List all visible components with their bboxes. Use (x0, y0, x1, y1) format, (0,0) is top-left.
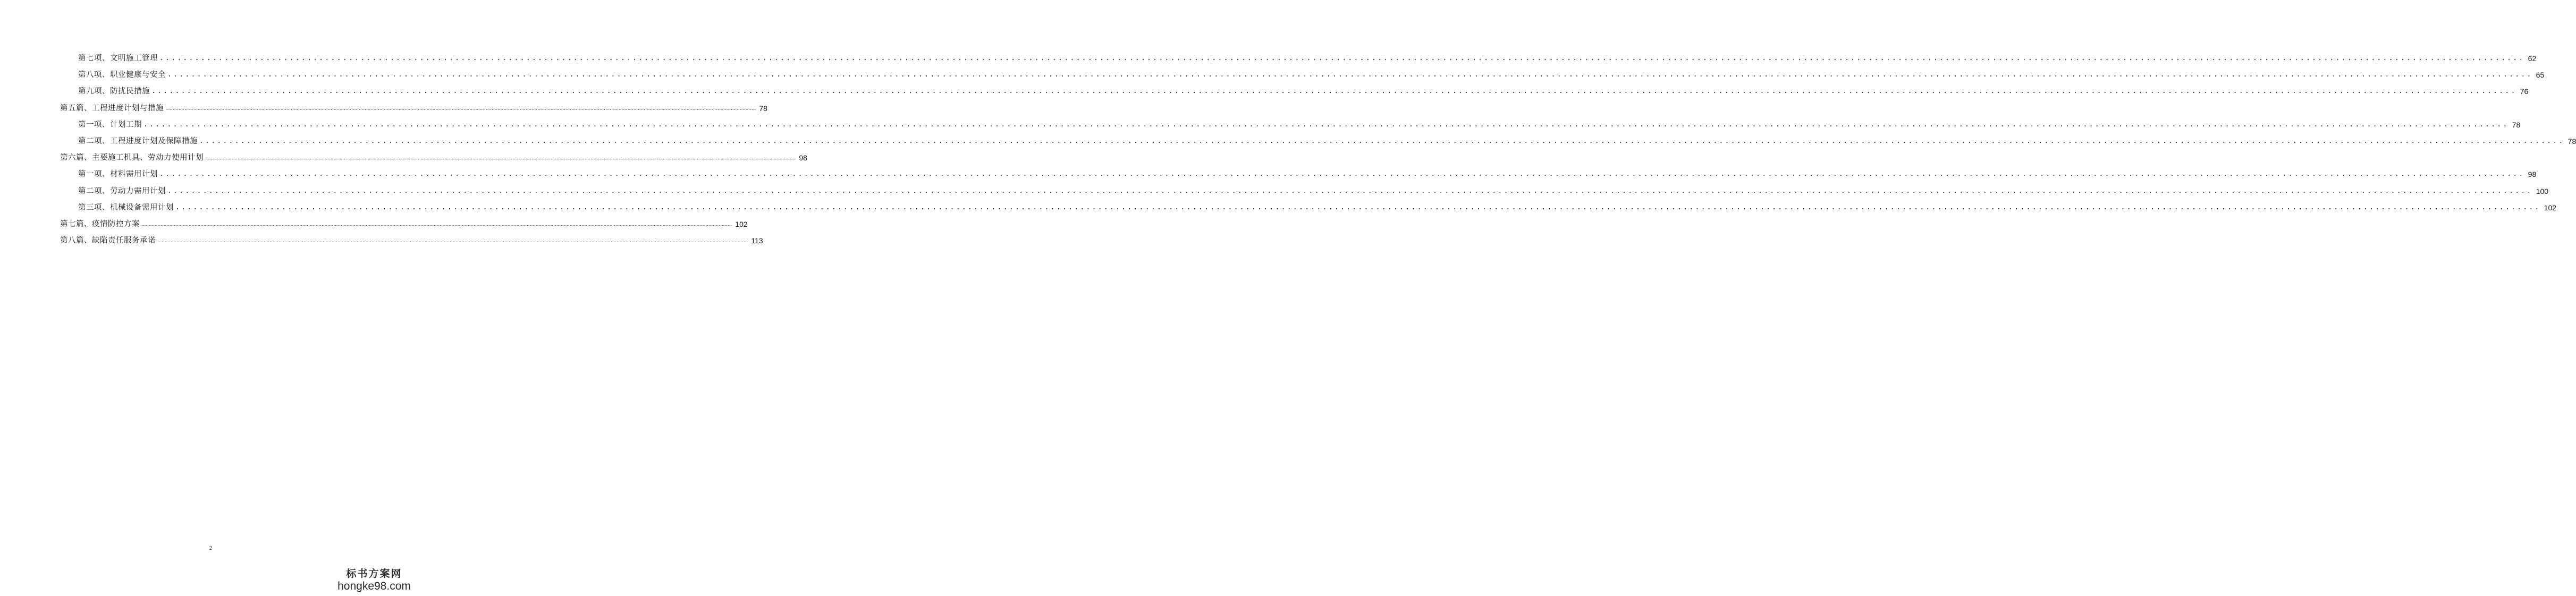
toc-entry-page: 102 (735, 220, 748, 228)
watermark-chinese: 标书方案网 (346, 568, 402, 580)
toc-entry-title: 第二项、劳动力需用计划 (78, 187, 166, 195)
toc-entry-title: 第一项、计划工期 (78, 121, 142, 129)
toc-entry[interactable] (78, 201, 2557, 214)
toc-entry[interactable] (60, 218, 748, 231)
toc-entry[interactable] (60, 151, 807, 164)
toc-entry-page: 78 (759, 104, 767, 113)
toc-entry[interactable] (60, 234, 763, 247)
toc-entry-title: 第六篇、主要施工机具、劳动力使用计划 (60, 154, 204, 162)
toc-entry[interactable] (78, 168, 2537, 181)
toc-entry-title: 第二项、工程进度计划及保障措施 (78, 137, 198, 146)
toc-entry-title: 第七篇、疫情防控方案 (60, 220, 140, 228)
watermark-url: hongke98.com (337, 580, 411, 592)
watermark-logo (334, 567, 414, 593)
toc-entry-title: 第八篇、缺陷责任服务承诺 (60, 236, 156, 245)
toc-dot-leader: ................................................................................................................................................................................................................................................................................................................................................................................................................ (199, 137, 2565, 145)
page-number: 2 (209, 545, 213, 551)
toc-dot-leader: ................................................................................................................................................................................................................................................................................................................................................................................................................ (175, 203, 2541, 211)
toc-dot-leader: ................................................................................................................................................................................................................................................................................................................................................................................................................ (151, 87, 2517, 95)
toc-entry-page: 100 (2536, 187, 2549, 195)
toc-entry-page: 76 (2520, 87, 2529, 96)
toc-entry[interactable] (60, 102, 767, 115)
toc-dot-leader: ................................................................................................................................................................................................................................................................................................................................................................................................................ (205, 155, 796, 161)
toc-entry[interactable] (78, 118, 2521, 131)
toc-entry-page: 78 (2567, 137, 2576, 146)
toc-dot-leader: ................................................................................................................................................................................................................................................................................................................................................................................................................ (167, 187, 2533, 195)
toc-entry[interactable] (78, 135, 2576, 148)
toc-entry[interactable] (78, 85, 2529, 98)
toc-entry-page: 62 (2528, 54, 2537, 63)
toc-entry-title: 第七项、文明施工管理 (78, 54, 158, 63)
toc-entry-title: 第五篇、工程进度计划与措施 (60, 104, 164, 113)
toc-dot-leader: ................................................................................................................................................................................................................................................................................................................................................................................................................ (165, 106, 756, 112)
toc-entry[interactable] (78, 185, 2549, 198)
toc-entry-page: 102 (2544, 203, 2557, 212)
toc-entry-page: 98 (2528, 170, 2537, 178)
toc-entry-title: 第八项、职业健康与安全 (78, 71, 166, 79)
toc-dot-leader: ................................................................................................................................................................................................................................................................................................................................................................................................................ (141, 222, 732, 227)
toc-entry-page: 98 (799, 154, 807, 162)
toc-entry-title: 第三项、机械设备需用计划 (78, 203, 174, 212)
toc-dot-leader: ................................................................................................................................................................................................................................................................................................................................................................................................................ (159, 54, 2525, 62)
toc-entry-page: 78 (2512, 121, 2521, 129)
toc-entry-title: 第一项、材料需用计划 (78, 170, 158, 178)
toc-dot-leader: ................................................................................................................................................................................................................................................................................................................................................................................................................ (143, 121, 2509, 129)
toc-dot-leader: ................................................................................................................................................................................................................................................................................................................................................................................................................ (159, 170, 2525, 178)
toc-dot-leader: ................................................................................................................................................................................................................................................................................................................................................................................................................ (157, 238, 748, 244)
toc-entry-page: 65 (2536, 71, 2545, 79)
toc-entry[interactable] (78, 52, 2537, 65)
toc-entry-page: 113 (751, 236, 763, 245)
toc-entry-title: 第九项、防扰民措施 (78, 87, 150, 96)
toc-dot-leader: ................................................................................................................................................................................................................................................................................................................................................................................................................ (167, 71, 2533, 79)
toc-entry[interactable] (78, 69, 2545, 81)
